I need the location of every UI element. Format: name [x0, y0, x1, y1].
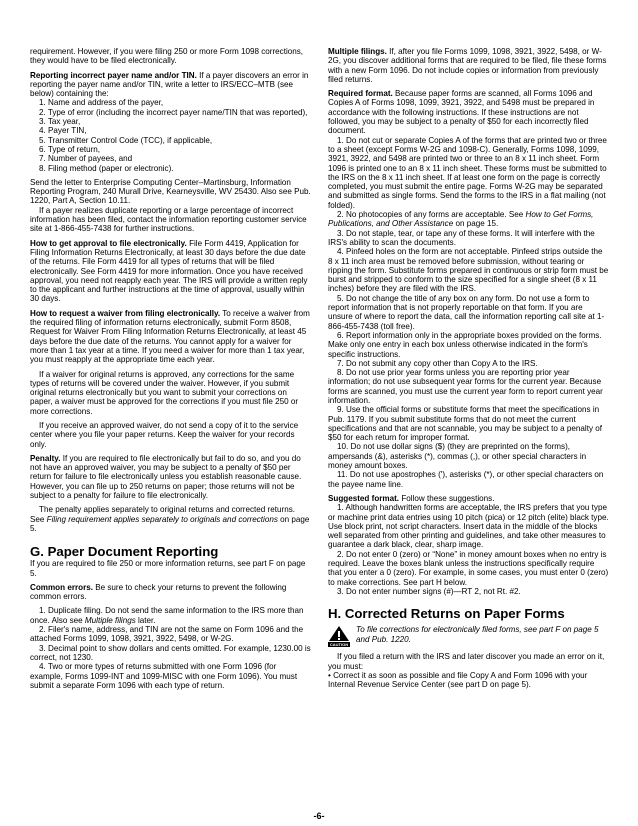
list-item: 6. Type of return,	[39, 144, 101, 154]
paragraph-text: If a payer discovers an error in reporting the payer name and/or TIN, write a letter to IRS/ECC–MTB (see below) containing the:	[30, 70, 309, 99]
list-item: 1. Although handwritten forms are acceptable, the IRS prefers that you type or machine print data entries using 10 pitch (pica) or 12 pitch (elite) black type. Use block print, not script characters. Insert data in the middle of the blocks well separated from other printing and guidelines, and take other measures to guarantee a dark black, clear, sharp image.	[328, 503, 609, 550]
run-in-heading: Required format.	[328, 89, 393, 99]
caution-icon	[328, 625, 350, 647]
list-item: 4. Two or more types of returns submitted with one Form 1096 (for example, Forms 1099-INT and 1099-MISC with one Form 1096). You must submit a separate Form 1096 with each type of return.	[30, 662, 298, 690]
paragraph: requirement. However, if you were filing 250 or more Form 1098 corrections, they would have to be filed electronically.	[30, 47, 304, 66]
list-item: 5. Transmitter Control Code (TCC), if applicable,	[39, 135, 213, 145]
warning-triangle-icon	[328, 625, 350, 642]
caution-box	[328, 625, 609, 647]
paragraph	[30, 454, 311, 500]
list-item: 8. Filing method (paper or electronic).	[39, 163, 174, 173]
list-item-text: later.	[135, 615, 156, 625]
caution-text: To file corrections for electronically filed forms, see part F on page 5 and Pub. 1220.	[356, 625, 599, 644]
paragraph	[328, 494, 609, 503]
paragraph: If you are required to file 250 or more information returns, see part F on page 5.	[30, 559, 306, 578]
paragraph-text: The penalty applies separately to original returns and corrected returns. See	[30, 505, 295, 524]
left-column	[30, 47, 311, 690]
list-item: 7. Do not submit any copy other than Copy A to the IRS.	[337, 358, 538, 368]
italic-reference: How to Get Forms, Publications, and Other Assistance	[328, 210, 594, 229]
list-item: 6. Report information only in the appropriate boxes provided on the forms. Make only one entry in each box unless otherwise indicated in the form's specific instructions.	[328, 330, 602, 359]
list-item: 8. Do not use prior year forms unless you are reporting prior year information; do not use subsequent year forms for the current year. Because forms are scanned, you must use the current year form to report current year information.	[328, 368, 603, 405]
paragraph: If you receive an approved waiver, do not send a copy of it to the service center where you file your paper returns. Keep the waiver for your records only.	[30, 420, 299, 449]
list-item-text: on page 15.	[453, 219, 499, 229]
paragraph: If you filed a return with the IRS and later discover you made an error on it, you must:	[328, 652, 605, 671]
paragraph-text: Follow these suggestions.	[401, 493, 495, 503]
paragraph-text: on page 5.	[30, 514, 310, 533]
list-item: 2. Do not enter 0 (zero) or “None” in money amount boxes when no entry is required. Leave the boxes blank unless the instructions specifically require that you enter a 0 (zero). For example, in some cases, you must enter 0 (zero) to make corrections. See part H below.	[328, 549, 609, 587]
paragraph	[328, 47, 609, 84]
list-item: 5. Do not change the title of any box on any form. Do not use a form to report information that is not properly reportable on that form. If you are unsure of where to report the data, call the information reporting call site at 1-866-455-7438 (toll free).	[328, 293, 605, 331]
list-item	[30, 606, 311, 625]
paragraph: If a waiver for original returns is approved, any corrections for the same types of returns will be covered under the waiver. However, if you submit original returns electronically but you want to submit your corrections on paper, a waiver must be approved for the corrections if you must file 250 or more corrections.	[30, 369, 299, 416]
paragraph: Send the letter to Enterprise Computing Center–Martinsburg, Information Reporting Program, 240 Murall Drive, Kearneysville, WV 25430. Also see Pub. 1220, Part A, Section 10.11.	[30, 177, 311, 206]
right-column	[328, 47, 609, 689]
paragraph: If a payer realizes duplicate reporting or a large percentage of incorrect information has been filed, contact the information reporting customer service site at 1-866-455-7438 for further instructions.	[30, 205, 307, 234]
list-item: 3. Tax year,	[39, 117, 81, 127]
list-item: 1. Do not cut or separate Copies A of the forms that are printed two or three to a sheet (except Forms W-2G and 1098-C). Generally, Forms 1098, 1099, 3921, 3922, and 5498 are printed two or three to an 8 x 11 inch sheet. Form 1096 is printed one to an 8 x 11 inch sheet. These forms must be submitted to the IRS on the 8 x 11 inch sheet. If at least one form on the page is correctly completed, you must submit the entire page. Forms W-2G may be separated and submitted as single forms. Send the forms to the IRS in a flat mailing (not folded).	[328, 135, 607, 210]
paragraph	[30, 583, 311, 602]
list-item: 10. Do not use dollar signs ($) (they are preprinted on the forms), ampersands (&), asterisks (*), commas (,), or other special characters in money amount boxes.	[328, 442, 587, 471]
paragraph-text: Because paper forms are scanned, all Forms 1096 and Copies A of Forms 1098, 1099, 3921, 3922, and 5498 must be prepared in accordance with the following instructions. If these instructions are not followed, you may be subject to a penalty of $50 for each incorrectly filed document.	[328, 89, 595, 136]
paragraph	[30, 505, 311, 533]
list-item-text: 1. Duplicate filing. Do not send the same information to the IRS more than once. Also see	[30, 606, 304, 625]
run-in-heading: Common errors.	[30, 582, 93, 592]
list-item: 11. Do not use apostrophes ('), asterisks (*), or other special characters on the payee name line.	[328, 470, 604, 489]
paragraph	[30, 71, 311, 99]
paragraph-text: Be sure to check your returns to prevent the following common errors.	[30, 582, 287, 602]
section-heading-g: G. Paper Document Reporting	[30, 544, 219, 560]
italic-reference: Filing requirement applies separately to originals and corrections	[46, 514, 278, 524]
list-item: 4. Payer TIN,	[39, 126, 87, 136]
run-in-heading: Multiple filings.	[328, 47, 387, 56]
paragraph	[30, 239, 311, 304]
list-item: 3. Do not staple, tear, or tape any of these forms. It will interfere with the IRS's ability to scan the documents.	[328, 228, 595, 247]
list-item-text: 2. No photocopies of any forms are acceptable. See	[337, 210, 526, 220]
list-item: 3. Do not enter number signs (#)—RT 2, not Rt. #2.	[337, 586, 521, 596]
bullet-item: • Correct it as soon as possible and file Copy A and Form 1096 with your Internal Revenue Service Center (see part D on page 5).	[328, 670, 588, 690]
list-item: 2. Filer's name, address, and TIN are not the same on Form 1096 and the attached Forms 1099, 1098, 3921, 3922, 5498, or W-2G.	[30, 625, 304, 644]
run-in-heading: Suggested format.	[328, 493, 400, 503]
list-item: 1. Name and address of the payer,	[39, 98, 164, 108]
section-heading-h: H. Corrected Returns on Paper Forms	[328, 606, 565, 622]
run-in-heading: How to get approval to file electronically.	[30, 238, 187, 248]
run-in-heading: Reporting incorrect payer name and/or TIN.	[30, 70, 197, 80]
paragraph-text: If, after you file Forms 1099, 1098, 3921, 3922, 5498, or W-2G, you discover additional forms that are required to be filed, file these forms with a new Form 1096. Do not include copies or information from previously filed returns.	[328, 47, 607, 84]
list-item: 3. Decimal point to show dollars and cents omitted. For example, 1230.00 is correct, not 1230.	[30, 643, 311, 662]
paragraph	[328, 89, 609, 135]
list-item: 9. Use the official forms or substitute forms that meet the specifications in Pub. 1179. If you submit substitute forms that do not meet the current specifications and that are not scannable, you may be subject to a penalty of $50 for each return for improper format.	[328, 405, 603, 443]
list-item: 2. Type of error (including the incorrect payer name/TIN that was reported),	[39, 107, 308, 117]
run-in-heading: Penalty.	[30, 453, 61, 463]
page-number: -6-	[313, 811, 325, 821]
italic-reference: Multiple filings	[84, 615, 136, 625]
paragraph-text: File Form 4419, Application for Filing Information Returns Electronically, at least 30 days before the due date of the returns. File Form 4419 for all types of returns that will be filed electronically. See Form 4419 for more information. Once you have received approval, you need not reapply each year. The IRS will provide a written reply to the applicant and further instructions at the time of approval, usually within 30 days.	[30, 238, 308, 304]
run-in-heading: How to request a waiver from filing electronically.	[30, 308, 221, 318]
caution-label: CAUTION	[329, 642, 349, 648]
paragraph-text: To receive a waiver from the required filing of information returns electronically, submit Form 8508, Request for Waiver From Filing Information Returns Electronically, at least 45 days before the due date of the returns. You cannot apply for a waiver for more than 1 tax year at a time. If you need a waiver for more than 1 tax year, you must reapply at the appropriate time each year.	[30, 308, 310, 365]
list-item: 4. Pinfeed holes on the form are not acceptable. Pinfeed strips outside the 8 x 11 inch area must be removed before submission, without tearing or ripping the form. Substitute forms prepared in continuous or strip form must be burst and stripped to conform to the size specified for a single sheet (8 x 11 inches) before they are filed with the IRS.	[328, 247, 609, 294]
paragraph-text: If you are required to file electronically but fail to do so, and you do not have an approved waiver, you may be subject to a penalty of $50 per return for failure to file electronically unless you establish reasonable cause. However, you can file up to 250 returns on paper; those returns will not be subject to a penalty for failure to file electronically.	[30, 453, 302, 501]
paragraph	[30, 309, 311, 365]
list-item	[328, 210, 609, 229]
list-item: 7. Number of payees, and	[39, 154, 133, 164]
